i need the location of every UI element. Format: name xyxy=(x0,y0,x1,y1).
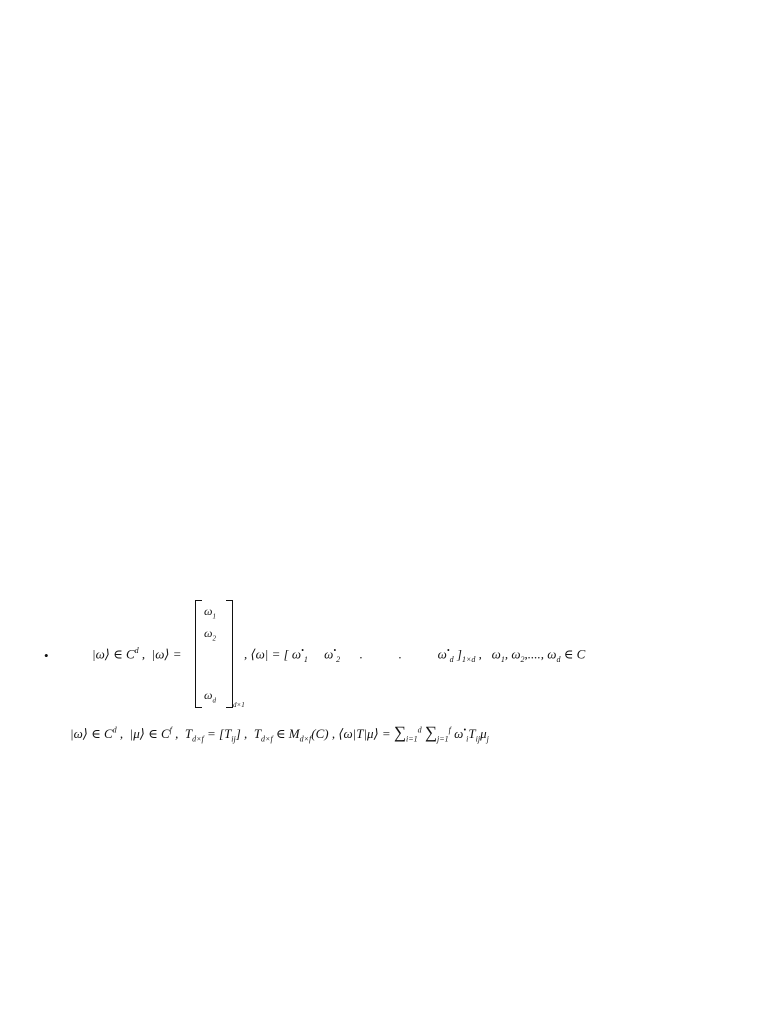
dim-label: d×1 xyxy=(233,701,245,709)
ket-omega-in-Cd: |ω⟩ ∈ $C^d$ , |ω⟩ = xyxy=(92,646,182,662)
math-bullet: • xyxy=(44,648,49,663)
entry-omegad: $\omega_d$ xyxy=(204,688,216,705)
bra-omega: , ⟨ω| = [ $\omega^•_1$ $\omega^•_2$ . . $\omega^•_d$ ]$_{1\times d}$ , $\omega_1$, $\omega_2$,...., $\omega_d$ ∈ C xyxy=(244,646,586,664)
entry-omega2: $\omega_2$ xyxy=(204,626,216,643)
entry-omega1: $\omega_1$ xyxy=(204,604,216,621)
bracket-right xyxy=(226,600,233,708)
inner-product-expression: |ω⟩ ∈ $C^d$ , |μ⟩ ∈ $C^f$ , $T_{d\times f} = [T_{ij}]$ , $T_{d\times f}$ ∈ $M_{d\times f}(C)$ , ⟨ω|T|μ⟩ = $\sum_{i=1}^d$ $\sum_{j=1}^f$ $\omega^•_iT_{ij}\mu_j$ xyxy=(70,723,489,744)
right-column xyxy=(406,263,722,277)
bracket-left xyxy=(195,600,202,708)
